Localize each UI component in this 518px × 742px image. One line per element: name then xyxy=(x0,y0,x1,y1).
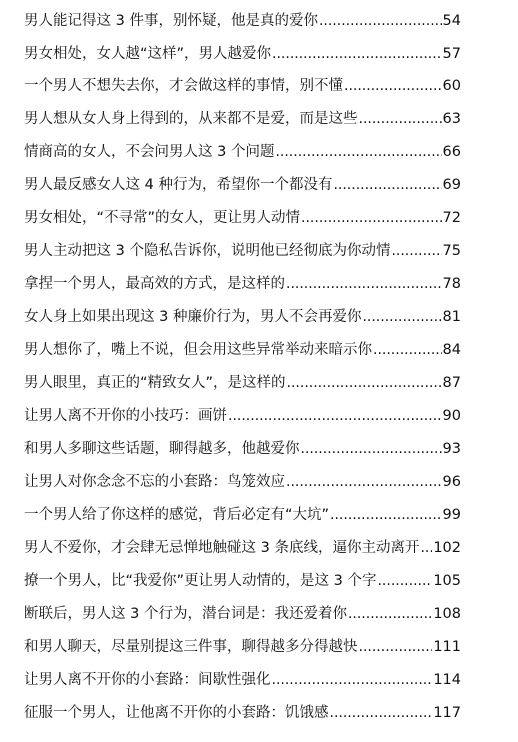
toc-entry-page: 69 xyxy=(442,177,461,193)
toc-entry-title: 女人身上如果出现这 3 种廉价行为，男人不会再爱你 xyxy=(24,309,362,325)
toc-entry[interactable] xyxy=(24,207,461,229)
toc-entry-page: 72 xyxy=(442,210,461,226)
toc-entry[interactable] xyxy=(24,108,461,130)
toc-entry-page: 75 xyxy=(442,243,461,259)
dot-leader xyxy=(344,75,442,97)
toc-entry-page: 90 xyxy=(442,408,461,424)
toc-entry-title: 撩一个男人，比“我爱你”更让男人动情的，是这 3 个字 xyxy=(24,573,377,589)
dot-leader xyxy=(286,471,442,493)
dot-leader xyxy=(286,273,442,295)
toc-entry-page: 99 xyxy=(442,507,461,523)
toc-entry[interactable] xyxy=(24,240,461,262)
toc-entry-page: 105 xyxy=(433,573,461,589)
toc-entry-title: 一个男人不想失去你，才会做这样的事情，别不懂 xyxy=(24,78,343,94)
toc-entry-title: 男人不爱你，才会肆无忌惮地触碰这 3 条底线，逼你主动离开 xyxy=(24,540,420,556)
toc-entry[interactable] xyxy=(24,603,461,625)
toc-entry-title: 男人想你了，嘴上不说，但会用这些异常举动来暗示你 xyxy=(24,342,372,358)
toc-entry-page: 114 xyxy=(433,672,461,688)
dot-leader xyxy=(362,306,441,328)
toc-entry[interactable] xyxy=(24,702,461,724)
toc-entry-title: 一个男人给了你这样的感觉，背后必定有“大坑” xyxy=(24,507,330,523)
dot-leader xyxy=(348,603,432,625)
toc-entry-title: 和男人多聊这些话题，聊得越多，他越爱你 xyxy=(24,441,300,457)
dot-leader xyxy=(373,339,442,361)
toc-entry[interactable] xyxy=(24,10,461,32)
toc-entry-title: 拿捏一个男人，最高效的方式，是这样的 xyxy=(24,276,285,292)
toc-entry-title: 让男人离不开你的小技巧：画饼 xyxy=(24,408,227,424)
dot-leader xyxy=(330,702,433,724)
toc-entry-title: 断联后，男人这 3 个行为，潜台词是：我还爱着你 xyxy=(24,606,347,622)
toc-entry-page: 66 xyxy=(442,144,461,160)
dot-leader xyxy=(377,570,432,592)
toc-entry-title: 男人想从女人身上得到的，从来都不是爱，而是这些 xyxy=(24,111,358,127)
toc-entry[interactable] xyxy=(24,636,461,658)
dot-leader xyxy=(359,636,433,658)
toc-entry-title: 男女相处，“不寻常”的女人，更让男人动情 xyxy=(24,210,301,226)
dot-leader xyxy=(391,240,441,262)
toc-entry-page: 87 xyxy=(442,375,461,391)
toc-entry-page: 57 xyxy=(442,46,461,62)
toc-entry-title: 情商高的女人，不会问男人这 3 个问题 xyxy=(24,144,275,160)
toc-entry-page: 108 xyxy=(433,606,461,622)
dot-leader xyxy=(301,438,442,460)
toc-entry-title: 男人眼里，真正的“精致女人”，是这样的 xyxy=(24,375,286,391)
toc-entry-page: 81 xyxy=(442,309,461,325)
toc-entry-page: 93 xyxy=(442,441,461,457)
toc-entry-page: 84 xyxy=(442,342,461,358)
toc-entry-title: 男人最反感女人这 4 种行为，希望你一个都没有 xyxy=(24,177,333,193)
toc-entry-title: 和男人聊天，尽量别提这三件事，聊得越多分得越快 xyxy=(24,639,358,655)
toc-entry[interactable] xyxy=(24,372,461,394)
toc-entry[interactable] xyxy=(24,537,461,559)
dot-leader xyxy=(272,43,442,65)
toc-entry-page: 78 xyxy=(442,276,461,292)
toc-entry-title: 征服一个男人，让他离不开你的小套路：饥饿感 xyxy=(24,705,329,721)
toc-entry[interactable] xyxy=(24,471,461,493)
toc-entry-page: 102 xyxy=(433,540,461,556)
toc-entry-page: 54 xyxy=(442,13,461,29)
toc-entry-title: 男人能记得这 3 件事，别怀疑，他是真的爱你 xyxy=(24,13,318,29)
toc-entry[interactable] xyxy=(24,669,461,691)
dot-leader xyxy=(228,405,442,427)
dot-leader xyxy=(287,372,442,394)
toc-entry-title: 男人主动把这 3 个隐私告诉你，说明他已经彻底为你动情 xyxy=(24,243,391,259)
toc-entry-page: 96 xyxy=(442,474,461,490)
toc-entry[interactable] xyxy=(24,504,461,526)
toc-entry[interactable] xyxy=(24,141,461,163)
dot-leader xyxy=(319,10,442,32)
toc-entry[interactable] xyxy=(24,75,461,97)
toc-entry-title: 男女相处，女人越“这样”，男人越爱你 xyxy=(24,46,272,62)
toc-entry-page: 117 xyxy=(433,705,461,721)
toc-entry[interactable] xyxy=(24,174,461,196)
toc-entry[interactable] xyxy=(24,570,461,592)
dot-leader xyxy=(330,504,442,526)
toc-entry[interactable] xyxy=(24,339,461,361)
dot-leader xyxy=(359,108,442,130)
dot-leader xyxy=(301,207,442,229)
toc-entry-page: 60 xyxy=(442,78,461,94)
dot-leader xyxy=(420,537,432,559)
toc-entry-page: 63 xyxy=(442,111,461,127)
dot-leader xyxy=(275,141,441,163)
toc-entry-title: 让男人对你念念不忘的小套路：鸟笼效应 xyxy=(24,474,285,490)
toc-entry[interactable] xyxy=(24,438,461,460)
dot-leader xyxy=(333,174,441,196)
toc-entry-page: 111 xyxy=(433,639,461,655)
toc-entry[interactable] xyxy=(24,273,461,295)
toc-entry[interactable] xyxy=(24,405,461,427)
toc-entry[interactable] xyxy=(24,306,461,328)
toc-entry-title: 让男人离不开你的小套路：间歇性强化 xyxy=(24,672,271,688)
dot-leader xyxy=(272,669,433,691)
toc-entry[interactable] xyxy=(24,43,461,65)
